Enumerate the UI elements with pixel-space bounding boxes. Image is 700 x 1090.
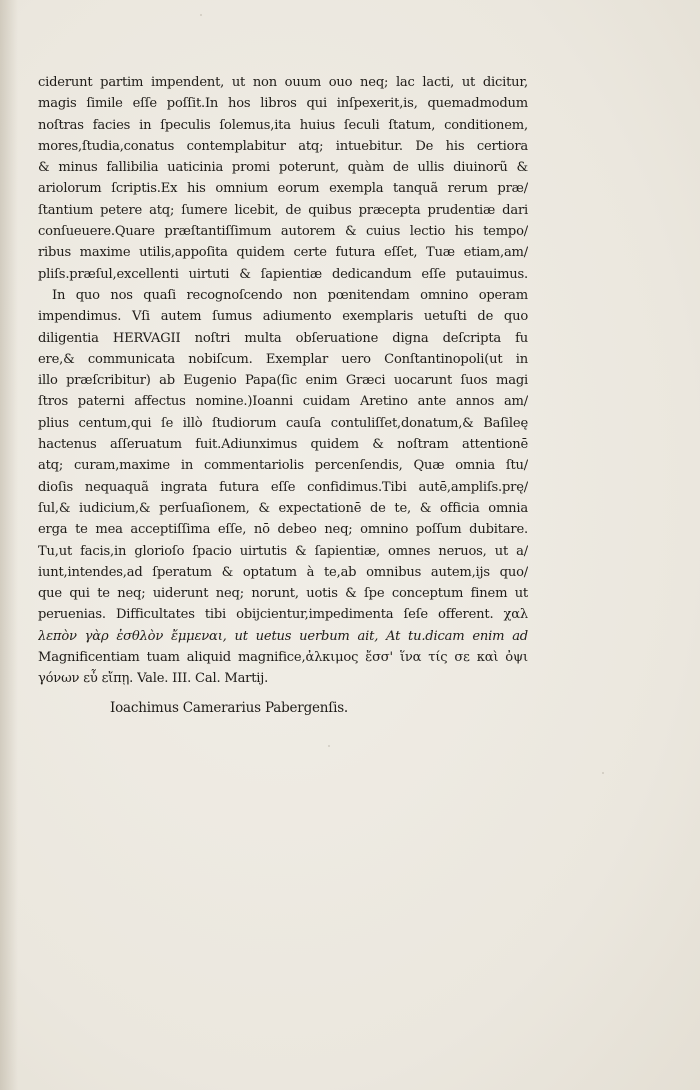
- text-line: diligentia HERVAGII noſtri multa obſeruatione digna deſcripta fu: [38, 330, 528, 346]
- text-line: conſueuere.Quare præſtantiſſimum autorem & cuius lectio his tempo/: [38, 224, 528, 240]
- text-line: pliſs.præſul,excellenti uirtuti & ſapientiæ dedicandum eſſe putauimus.: [38, 266, 528, 282]
- text-line: illo præſcribitur) ab Eugenio Papa(ſic enim Græci uocarunt ſuos magi: [38, 373, 528, 389]
- paper-speck: [200, 14, 202, 16]
- text-line: Magnificentiam tuam aliquid magnifice,ἀλκιμος ἔσσ' ἵνα τίς σε καὶ ὀψι: [38, 650, 528, 666]
- text-line: ribus maxime utilis,appoſita quidem certe futura eſſet, Tuæ etiam,am/: [38, 245, 528, 261]
- text-line: ere,& communicata nobiſcum. Exemplar uero Conſtantinopoli(ut in: [38, 351, 528, 367]
- text-line: impendimus. Vſi autem ſumus adiumento exemplaris uetuſti de quo: [38, 309, 528, 325]
- text-line: In quo nos quaſi recognoſcendo non pœnitendam omnino operam: [52, 287, 528, 303]
- text-line: que qui te neq; uiderunt neq; norunt, uotis & ſpe conceptum finem ut: [38, 586, 528, 602]
- text-line: erga te mea acceptiſſima eſſe, nō debeo neq; omnino poſſum dubitare.: [38, 522, 528, 538]
- binding-shadow: [0, 0, 18, 1090]
- text-line: iunt,intendes,ad ſperatum & optatum à te,ab omnibus autem,ijs quo/: [38, 564, 528, 580]
- text-line: magis ſimile eſſe poſſit.In hos libros qui inſpexerit,is, quemadmodum: [38, 96, 528, 112]
- text-line: & minus fallibilia uaticinia promi poterunt, quàm de ullis diuinorũ &: [38, 160, 528, 176]
- valediction-line: γόνων εὖ εἴπῃ. Vale. III. Cal. Martij.: [38, 671, 269, 687]
- text-line: ſtros paterni affectus nomine.)Ioanni cuidam Aretino ante annos am/: [38, 394, 528, 410]
- text-line: ciderunt partim impendent, ut non ouum ouo neq; lac lacti, ut dicitur,: [38, 75, 528, 90]
- text-line: noſtras facies in ſpeculis ſolemus,ita huius ſeculi ſtatum, conditionem,: [38, 117, 528, 133]
- text-line: λεπὸν γὰρ ἐσθλὸν ἔμμεναι, ut uetus uerbum ait, At tu.dicam enim ad: [38, 628, 528, 644]
- text-line: ariolorum ſcriptis.Ex his omnium eorum exempla tanquã rerum præ/: [38, 181, 528, 197]
- letter-body: [38, 72, 528, 690]
- text-line: mores,ſtudia,conatus contemplabitur atq; intuebitur. De his certiora: [38, 138, 528, 154]
- text-line: ſtantium petere atq; ſumere licebit, de quibus præcepta prudentiæ dari: [38, 202, 528, 218]
- signature: Ioachimus Camerarius Pabergenſis.: [110, 700, 349, 716]
- text-line: Tu,ut facis,in glorioſo ſpacio uirtutis & ſapientiæ, omnes neruos, ut a/: [38, 543, 528, 559]
- paper-speck: [328, 745, 330, 747]
- text-line: ſul,& iudicium,& perſuaſionem, & expectationē de te, & officia omnia: [38, 500, 528, 516]
- text-line: atq; curam,maxime in commentariolis percenſendis, Quæ omnia ſtu/: [38, 458, 528, 474]
- text-line: plius centum,qui ſe illò ſtudiorum cauſa contuliſſet,donatum,& Baſileę: [38, 415, 528, 431]
- text-line: hactenus aſſeruatum fuit.Adiunximus quidem & noſtram attentionē: [38, 437, 528, 453]
- paper-speck: [602, 772, 604, 774]
- text-line: dioſis nequaquã ingrata futura eſſe confidimus.Tibi autē,ampliſs.prę/: [38, 479, 528, 495]
- text-line: peruenias. Difficultates tibi obijcientur,impedimenta ſeſe offerent. χαλ: [38, 607, 528, 623]
